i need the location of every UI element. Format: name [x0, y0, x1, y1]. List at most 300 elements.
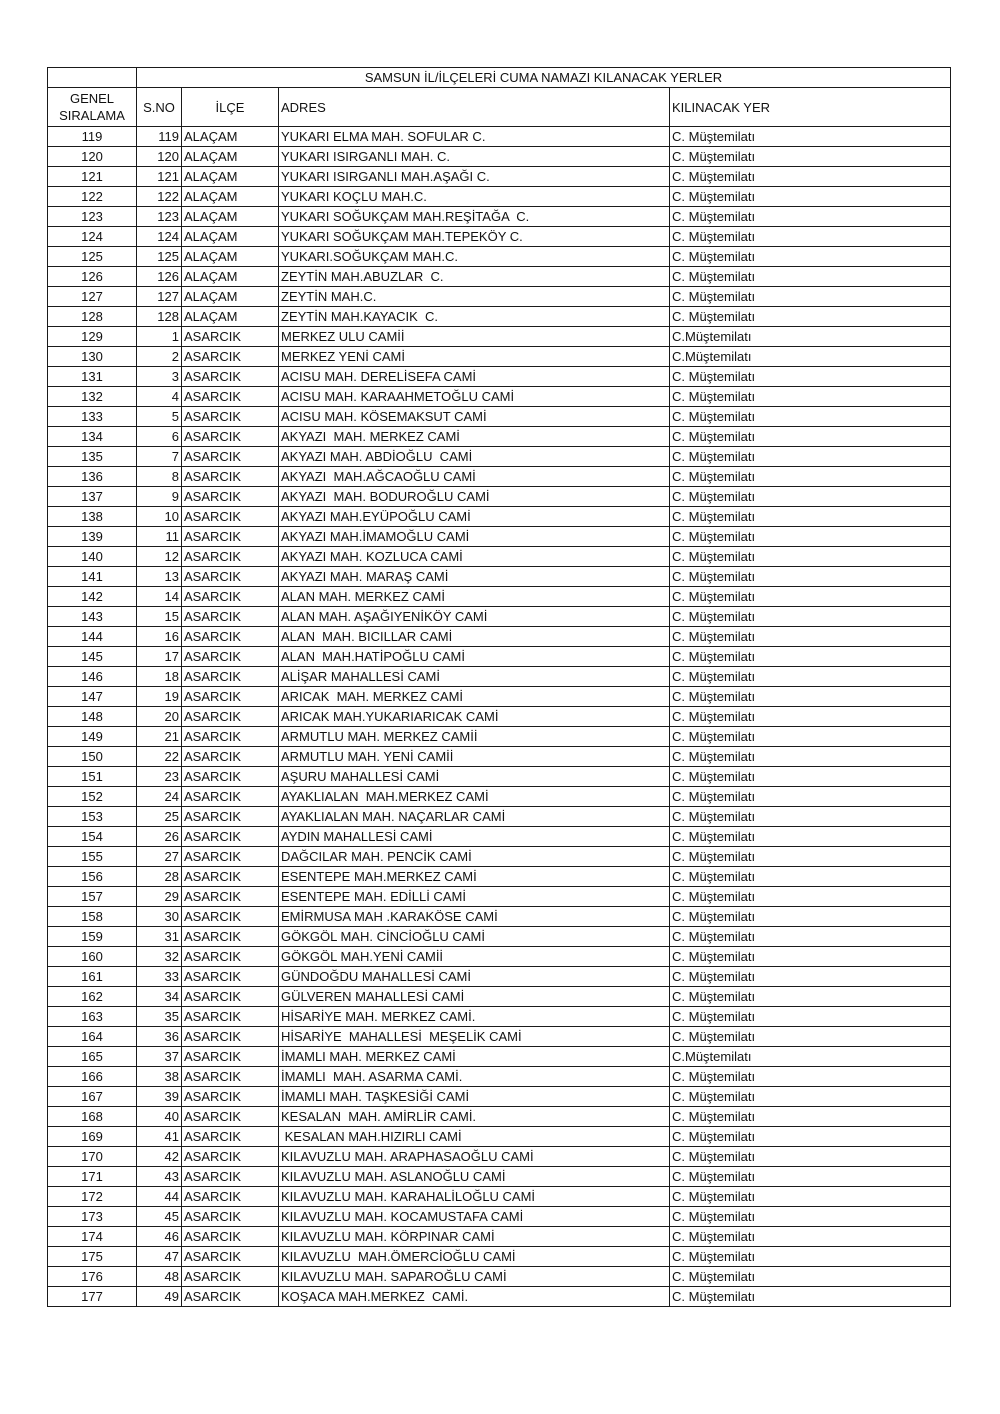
table-row — [48, 407, 951, 427]
cell-ilce: ASARCIK — [182, 827, 279, 847]
cell-kilinacak-yer: C. Müştemilatı — [670, 827, 951, 847]
cell-ilce: ALAÇAM — [182, 187, 279, 207]
cell-genel-siralama: 142 — [48, 587, 137, 607]
cell-sno: 11 — [137, 527, 182, 547]
table-row — [48, 967, 951, 987]
cell-kilinacak-yer: C. Müştemilatı — [670, 1067, 951, 1087]
cell-genel-siralama: 135 — [48, 447, 137, 467]
cell-sno: 47 — [137, 1247, 182, 1267]
cell-adres: ALAN MAH.HATİPOĞLU CAMİ — [279, 647, 670, 667]
cell-kilinacak-yer: C. Müştemilatı — [670, 987, 951, 1007]
table-row — [48, 187, 951, 207]
cell-kilinacak-yer: C. Müştemilatı — [670, 247, 951, 267]
cell-sno: 4 — [137, 387, 182, 407]
cell-sno: 23 — [137, 767, 182, 787]
table-row — [48, 527, 951, 547]
table-row — [48, 807, 951, 827]
table-row — [48, 867, 951, 887]
cell-ilce: ASARCIK — [182, 1267, 279, 1287]
table-row — [48, 627, 951, 647]
cell-kilinacak-yer: C. Müştemilatı — [670, 1247, 951, 1267]
cell-adres: İMAMLI MAH. TAŞKESİĞİ CAMİ — [279, 1087, 670, 1107]
table-row — [48, 547, 951, 567]
cell-adres: YUKARI ELMA MAH. SOFULAR C. — [279, 127, 670, 147]
cell-ilce: ASARCIK — [182, 687, 279, 707]
cell-kilinacak-yer: C. Müştemilatı — [670, 407, 951, 427]
cell-genel-siralama: 172 — [48, 1187, 137, 1207]
cell-adres: MERKEZ ULU CAMİİ — [279, 327, 670, 347]
cell-genel-siralama: 171 — [48, 1167, 137, 1187]
table-row — [48, 1287, 951, 1307]
cell-adres: ZEYTİN MAH.KAYACIK C. — [279, 307, 670, 327]
cell-sno: 21 — [137, 727, 182, 747]
table-row — [48, 507, 951, 527]
cell-adres: AKYAZI MAH. KOZLUCA CAMİ — [279, 547, 670, 567]
cell-adres: YUKARI SOĞUKÇAM MAH.TEPEKÖY C. — [279, 227, 670, 247]
cell-adres: KESALAN MAH.HIZIRLI CAMİ — [279, 1127, 670, 1147]
cell-adres: EMİRMUSA MAH .KARAKÖSE CAMİ — [279, 907, 670, 927]
cell-kilinacak-yer: C. Müştemilatı — [670, 1267, 951, 1287]
cell-genel-siralama: 121 — [48, 167, 137, 187]
cell-adres: KILAVUZLU MAH. ARAPHASAOĞLU CAMİ — [279, 1147, 670, 1167]
cell-kilinacak-yer: C. Müştemilatı — [670, 607, 951, 627]
cell-genel-siralama: 159 — [48, 927, 137, 947]
cell-adres: ESENTEPE MAH. EDİLLİ CAMİ — [279, 887, 670, 907]
cell-ilce: ASARCIK — [182, 347, 279, 367]
header-genel-siralama-line1: GENEL — [69, 91, 115, 106]
cell-genel-siralama: 163 — [48, 1007, 137, 1027]
table-row — [48, 307, 951, 327]
cell-adres: HİSARİYE MAHALLESİ MEŞELİK CAMİ — [279, 1027, 670, 1047]
cell-kilinacak-yer: C. Müştemilatı — [670, 387, 951, 407]
cell-ilce: ASARCIK — [182, 487, 279, 507]
cell-kilinacak-yer: C. Müştemilatı — [670, 1127, 951, 1147]
cell-ilce: ASARCIK — [182, 367, 279, 387]
cell-kilinacak-yer: C.Müştemilatı — [670, 347, 951, 367]
cell-sno: 49 — [137, 1287, 182, 1307]
cell-kilinacak-yer: C. Müştemilatı — [670, 1147, 951, 1167]
cell-genel-siralama: 134 — [48, 427, 137, 447]
cell-ilce: ASARCIK — [182, 967, 279, 987]
cell-sno: 13 — [137, 567, 182, 587]
table-row — [48, 447, 951, 467]
cell-sno: 17 — [137, 647, 182, 667]
cell-ilce: ALAÇAM — [182, 147, 279, 167]
cell-sno: 34 — [137, 987, 182, 1007]
cell-sno: 19 — [137, 687, 182, 707]
cell-ilce: ALAÇAM — [182, 307, 279, 327]
table-row — [48, 887, 951, 907]
table-row — [48, 687, 951, 707]
cell-kilinacak-yer: C. Müştemilatı — [670, 427, 951, 447]
cell-genel-siralama: 130 — [48, 347, 137, 367]
cell-adres: İMAMLI MAH. ASARMA CAMİ. — [279, 1067, 670, 1087]
cell-genel-siralama: 136 — [48, 467, 137, 487]
cell-genel-siralama: 144 — [48, 627, 137, 647]
cell-ilce: ASARCIK — [182, 387, 279, 407]
cell-ilce: ALAÇAM — [182, 127, 279, 147]
table-row — [48, 587, 951, 607]
cell-kilinacak-yer: C. Müştemilatı — [670, 207, 951, 227]
cell-genel-siralama: 150 — [48, 747, 137, 767]
cell-adres: GÖKGÖL MAH.YENİ CAMİİ — [279, 947, 670, 967]
cell-ilce: ASARCIK — [182, 667, 279, 687]
cell-adres: İMAMLI MAH. MERKEZ CAMİ — [279, 1047, 670, 1067]
cell-adres: KILAVUZLU MAH. KÖRPINAR CAMİ — [279, 1227, 670, 1247]
cell-kilinacak-yer: C. Müştemilatı — [670, 907, 951, 927]
cell-ilce: ASARCIK — [182, 607, 279, 627]
table-row — [48, 1107, 951, 1127]
cell-ilce: ASARCIK — [182, 1187, 279, 1207]
cell-sno: 18 — [137, 667, 182, 687]
cell-adres: ZEYTİN MAH.C. — [279, 287, 670, 307]
cell-kilinacak-yer: C. Müştemilatı — [670, 447, 951, 467]
cell-kilinacak-yer: C. Müştemilatı — [670, 287, 951, 307]
cell-kilinacak-yer: C. Müştemilatı — [670, 1027, 951, 1047]
cell-sno: 40 — [137, 1107, 182, 1127]
table-row — [48, 607, 951, 627]
cell-sno: 46 — [137, 1227, 182, 1247]
cell-genel-siralama: 140 — [48, 547, 137, 567]
cell-sno: 42 — [137, 1147, 182, 1167]
cell-genel-siralama: 165 — [48, 1047, 137, 1067]
cell-genel-siralama: 157 — [48, 887, 137, 907]
cell-genel-siralama: 158 — [48, 907, 137, 927]
cell-ilce: ASARCIK — [182, 907, 279, 927]
cell-genel-siralama: 124 — [48, 227, 137, 247]
cell-ilce: ASARCIK — [182, 627, 279, 647]
cell-sno: 48 — [137, 1267, 182, 1287]
cell-genel-siralama: 166 — [48, 1067, 137, 1087]
cell-ilce: ASARCIK — [182, 867, 279, 887]
cell-sno: 29 — [137, 887, 182, 907]
cell-adres: AYAKLIALAN MAH.MERKEZ CAMİ — [279, 787, 670, 807]
cell-kilinacak-yer: C. Müştemilatı — [670, 887, 951, 907]
cell-genel-siralama: 176 — [48, 1267, 137, 1287]
cell-kilinacak-yer: C. Müştemilatı — [670, 747, 951, 767]
cell-genel-siralama: 156 — [48, 867, 137, 887]
cell-genel-siralama: 177 — [48, 1287, 137, 1307]
table-row — [48, 1267, 951, 1287]
title-row — [48, 68, 951, 88]
cell-ilce: ASARCIK — [182, 1027, 279, 1047]
table-row — [48, 1087, 951, 1107]
table-row — [48, 827, 951, 847]
cell-ilce: ASARCIK — [182, 467, 279, 487]
cell-genel-siralama: 173 — [48, 1207, 137, 1227]
cell-adres: ACISU MAH. KARAAHMETOĞLU CAMİ — [279, 387, 670, 407]
header-genel-siralama — [48, 88, 137, 127]
cell-adres: AYAKLIALAN MAH. NAÇARLAR CAMİ — [279, 807, 670, 827]
cell-genel-siralama: 167 — [48, 1087, 137, 1107]
cell-adres: ARMUTLU MAH. YENİ CAMİİ — [279, 747, 670, 767]
cell-kilinacak-yer: C. Müştemilatı — [670, 1087, 951, 1107]
cell-adres: ARICAK MAH. MERKEZ CAMİ — [279, 687, 670, 707]
cell-sno: 20 — [137, 707, 182, 727]
cell-kilinacak-yer: C. Müştemilatı — [670, 367, 951, 387]
cell-ilce: ALAÇAM — [182, 227, 279, 247]
cell-sno: 8 — [137, 467, 182, 487]
cell-ilce: ASARCIK — [182, 1147, 279, 1167]
table-row — [48, 167, 951, 187]
table-row — [48, 1167, 951, 1187]
cell-adres: ACISU MAH. KÖSEMAKSUT CAMİ — [279, 407, 670, 427]
cell-ilce: ASARCIK — [182, 567, 279, 587]
cell-sno: 1 — [137, 327, 182, 347]
cell-sno: 10 — [137, 507, 182, 527]
cell-kilinacak-yer: C. Müştemilatı — [670, 1007, 951, 1027]
cell-sno: 43 — [137, 1167, 182, 1187]
cell-sno: 36 — [137, 1027, 182, 1047]
cell-kilinacak-yer: C. Müştemilatı — [670, 627, 951, 647]
table-row — [48, 327, 951, 347]
cell-ilce: ASARCIK — [182, 887, 279, 907]
document-title: SAMSUN İL/İLÇELERİ CUMA NAMAZI KILANACAK YERLER — [137, 68, 951, 88]
cell-genel-siralama: 147 — [48, 687, 137, 707]
cell-ilce: ASARCIK — [182, 767, 279, 787]
cell-genel-siralama: 132 — [48, 387, 137, 407]
cell-genel-siralama: 128 — [48, 307, 137, 327]
cell-kilinacak-yer: C. Müştemilatı — [670, 307, 951, 327]
cell-ilce: ASARCIK — [182, 1047, 279, 1067]
cell-kilinacak-yer: C. Müştemilatı — [670, 847, 951, 867]
cell-kilinacak-yer: C. Müştemilatı — [670, 467, 951, 487]
cell-ilce: ASARCIK — [182, 547, 279, 567]
table-row — [48, 287, 951, 307]
cell-adres: ALAN MAH. AŞAĞIYENİKÖY CAMİ — [279, 607, 670, 627]
cell-adres: AŞURU MAHALLESİ CAMİ — [279, 767, 670, 787]
cell-sno: 125 — [137, 247, 182, 267]
cell-adres: DAĞCILAR MAH. PENCİK CAMİ — [279, 847, 670, 867]
header-ilce: İLÇE — [182, 88, 279, 127]
table-row — [48, 847, 951, 867]
cell-sno: 31 — [137, 927, 182, 947]
table-row — [48, 747, 951, 767]
cell-ilce: ASARCIK — [182, 707, 279, 727]
cell-sno: 32 — [137, 947, 182, 967]
cell-ilce: ASARCIK — [182, 1067, 279, 1087]
cell-adres: AKYAZI MAH. BODUROĞLU CAMİ — [279, 487, 670, 507]
cell-genel-siralama: 169 — [48, 1127, 137, 1147]
header-genel-siralama-line2: SIRALAMA — [59, 108, 125, 123]
cell-kilinacak-yer: C. Müştemilatı — [670, 167, 951, 187]
cell-sno: 3 — [137, 367, 182, 387]
cell-adres: AYDIN MAHALLESİ CAMİ — [279, 827, 670, 847]
cell-adres: ALAN MAH. BICILLAR CAMİ — [279, 627, 670, 647]
cell-ilce: ASARCIK — [182, 427, 279, 447]
cell-kilinacak-yer: C. Müştemilatı — [670, 487, 951, 507]
cell-sno: 15 — [137, 607, 182, 627]
table-row — [48, 487, 951, 507]
cell-sno: 41 — [137, 1127, 182, 1147]
cell-ilce: ASARCIK — [182, 727, 279, 747]
table-row — [48, 147, 951, 167]
table-row — [48, 987, 951, 1007]
cell-sno: 122 — [137, 187, 182, 207]
header-sno: S.NO — [137, 88, 182, 127]
cell-genel-siralama: 127 — [48, 287, 137, 307]
cell-adres: AKYAZI MAH.EYÜPOĞLU CAMİ — [279, 507, 670, 527]
cell-genel-siralama: 122 — [48, 187, 137, 207]
cell-ilce: ALAÇAM — [182, 267, 279, 287]
cell-sno: 45 — [137, 1207, 182, 1227]
header-kilinacak-yer: KILINACAK YER — [670, 88, 951, 127]
cell-ilce: ASARCIK — [182, 1287, 279, 1307]
table-row — [48, 927, 951, 947]
cell-kilinacak-yer: C. Müştemilatı — [670, 527, 951, 547]
title-corner-cell — [48, 68, 137, 88]
cell-ilce: ASARCIK — [182, 647, 279, 667]
table-row — [48, 1147, 951, 1167]
cell-genel-siralama: 162 — [48, 987, 137, 1007]
cell-genel-siralama: 146 — [48, 667, 137, 687]
cell-kilinacak-yer: C. Müştemilatı — [670, 767, 951, 787]
cell-sno: 9 — [137, 487, 182, 507]
cell-adres: KILAVUZLU MAH. KOCAMUSTAFA CAMİ — [279, 1207, 670, 1227]
table-row — [48, 1027, 951, 1047]
cell-sno: 123 — [137, 207, 182, 227]
cell-adres: ARMUTLU MAH. MERKEZ CAMİİ — [279, 727, 670, 747]
table-row — [48, 1247, 951, 1267]
cell-sno: 127 — [137, 287, 182, 307]
cell-kilinacak-yer: C. Müştemilatı — [670, 867, 951, 887]
cell-kilinacak-yer: C. Müştemilatı — [670, 967, 951, 987]
table-row — [48, 567, 951, 587]
cell-sno: 6 — [137, 427, 182, 447]
cell-sno: 128 — [137, 307, 182, 327]
cell-ilce: ASARCIK — [182, 987, 279, 1007]
cell-kilinacak-yer: C. Müştemilatı — [670, 507, 951, 527]
cell-genel-siralama: 161 — [48, 967, 137, 987]
cell-sno: 38 — [137, 1067, 182, 1087]
cell-sno: 22 — [137, 747, 182, 767]
cell-ilce: ASARCIK — [182, 407, 279, 427]
cell-adres: GÜNDOĞDU MAHALLESİ CAMİ — [279, 967, 670, 987]
table-row — [48, 247, 951, 267]
cell-kilinacak-yer: C. Müştemilatı — [670, 1107, 951, 1127]
cell-kilinacak-yer: C. Müştemilatı — [670, 1167, 951, 1187]
cell-sno: 7 — [137, 447, 182, 467]
cell-ilce: ASARCIK — [182, 507, 279, 527]
cell-ilce: ASARCIK — [182, 1227, 279, 1247]
cell-genel-siralama: 154 — [48, 827, 137, 847]
cell-genel-siralama: 141 — [48, 567, 137, 587]
cell-adres: YUKARI KOÇLU MAH.C. — [279, 187, 670, 207]
cell-adres: YUKARI.SOĞUKÇAM MAH.C. — [279, 247, 670, 267]
cell-adres: KILAVUZLU MAH. SAPAROĞLU CAMİ — [279, 1267, 670, 1287]
cell-genel-siralama: 152 — [48, 787, 137, 807]
cell-adres: AKYAZI MAH. MERKEZ CAMİ — [279, 427, 670, 447]
cell-ilce: ASARCIK — [182, 1127, 279, 1147]
cell-ilce: ALAÇAM — [182, 287, 279, 307]
cell-sno: 16 — [137, 627, 182, 647]
cell-kilinacak-yer: C. Müştemilatı — [670, 187, 951, 207]
column-header-row — [48, 88, 951, 127]
cell-sno: 12 — [137, 547, 182, 567]
cell-genel-siralama: 123 — [48, 207, 137, 227]
cell-genel-siralama: 160 — [48, 947, 137, 967]
cell-adres: AKYAZI MAH.İMAMOĞLU CAMİ — [279, 527, 670, 547]
cell-kilinacak-yer: C. Müştemilatı — [670, 687, 951, 707]
cell-ilce: ASARCIK — [182, 947, 279, 967]
cell-adres: GÜLVEREN MAHALLESİ CAMİ — [279, 987, 670, 1007]
cell-genel-siralama: 175 — [48, 1247, 137, 1267]
cell-ilce: ASARCIK — [182, 587, 279, 607]
cell-sno: 26 — [137, 827, 182, 847]
cell-adres: YUKARI SOĞUKÇAM MAH.REŞİTAĞA C. — [279, 207, 670, 227]
cell-kilinacak-yer: C. Müştemilatı — [670, 1227, 951, 1247]
cell-kilinacak-yer: C. Müştemilatı — [670, 927, 951, 947]
cell-genel-siralama: 125 — [48, 247, 137, 267]
cell-sno: 121 — [137, 167, 182, 187]
cell-ilce: ASARCIK — [182, 1207, 279, 1227]
table-row — [48, 947, 951, 967]
cell-sno: 33 — [137, 967, 182, 987]
cell-adres: ARICAK MAH.YUKARIARICAK CAMİ — [279, 707, 670, 727]
cell-sno: 119 — [137, 127, 182, 147]
table-row — [48, 1187, 951, 1207]
cell-genel-siralama: 119 — [48, 127, 137, 147]
cell-genel-siralama: 131 — [48, 367, 137, 387]
cell-kilinacak-yer: C. Müştemilatı — [670, 587, 951, 607]
cell-sno: 25 — [137, 807, 182, 827]
cell-genel-siralama: 145 — [48, 647, 137, 667]
cell-sno: 5 — [137, 407, 182, 427]
cell-adres: KESALAN MAH. AMİRLİR CAMİ. — [279, 1107, 670, 1127]
cell-kilinacak-yer: C. Müştemilatı — [670, 127, 951, 147]
cell-ilce: ASARCIK — [182, 807, 279, 827]
cell-adres: KILAVUZLU MAH.ÖMERCİOĞLU CAMİ — [279, 1247, 670, 1267]
cell-sno: 35 — [137, 1007, 182, 1027]
cell-sno: 28 — [137, 867, 182, 887]
cell-genel-siralama: 153 — [48, 807, 137, 827]
table-row — [48, 727, 951, 747]
cell-kilinacak-yer: C. Müştemilatı — [670, 547, 951, 567]
cell-adres: YUKARI ISIRGANLI MAH. C. — [279, 147, 670, 167]
cell-adres: KOŞACA MAH.MERKEZ CAMİ. — [279, 1287, 670, 1307]
table-row — [48, 667, 951, 687]
table-row — [48, 207, 951, 227]
table-row — [48, 367, 951, 387]
cell-ilce: ASARCIK — [182, 747, 279, 767]
cell-sno: 39 — [137, 1087, 182, 1107]
cell-ilce: ALAÇAM — [182, 207, 279, 227]
cell-kilinacak-yer: C. Müştemilatı — [670, 147, 951, 167]
table-row — [48, 1207, 951, 1227]
cell-genel-siralama: 133 — [48, 407, 137, 427]
cell-kilinacak-yer: C. Müştemilatı — [670, 787, 951, 807]
cell-genel-siralama: 138 — [48, 507, 137, 527]
cell-genel-siralama: 120 — [48, 147, 137, 167]
cell-ilce: ASARCIK — [182, 327, 279, 347]
cell-adres: ALAN MAH. MERKEZ CAMİ — [279, 587, 670, 607]
table-row — [48, 1227, 951, 1247]
table-row — [48, 387, 951, 407]
table-row — [48, 787, 951, 807]
table-row — [48, 1007, 951, 1027]
cell-adres: AKYAZI MAH. MARAŞ CAMİ — [279, 567, 670, 587]
table-row — [48, 647, 951, 667]
cell-genel-siralama: 126 — [48, 267, 137, 287]
cell-genel-siralama: 170 — [48, 1147, 137, 1167]
table-row — [48, 1067, 951, 1087]
cell-kilinacak-yer: C. Müştemilatı — [670, 1187, 951, 1207]
cell-kilinacak-yer: C. Müştemilatı — [670, 727, 951, 747]
cell-adres: ZEYTİN MAH.ABUZLAR C. — [279, 267, 670, 287]
table-row — [48, 127, 951, 147]
cell-adres: YUKARI ISIRGANLI MAH.AŞAĞI C. — [279, 167, 670, 187]
cell-adres: MERKEZ YENİ CAMİ — [279, 347, 670, 367]
